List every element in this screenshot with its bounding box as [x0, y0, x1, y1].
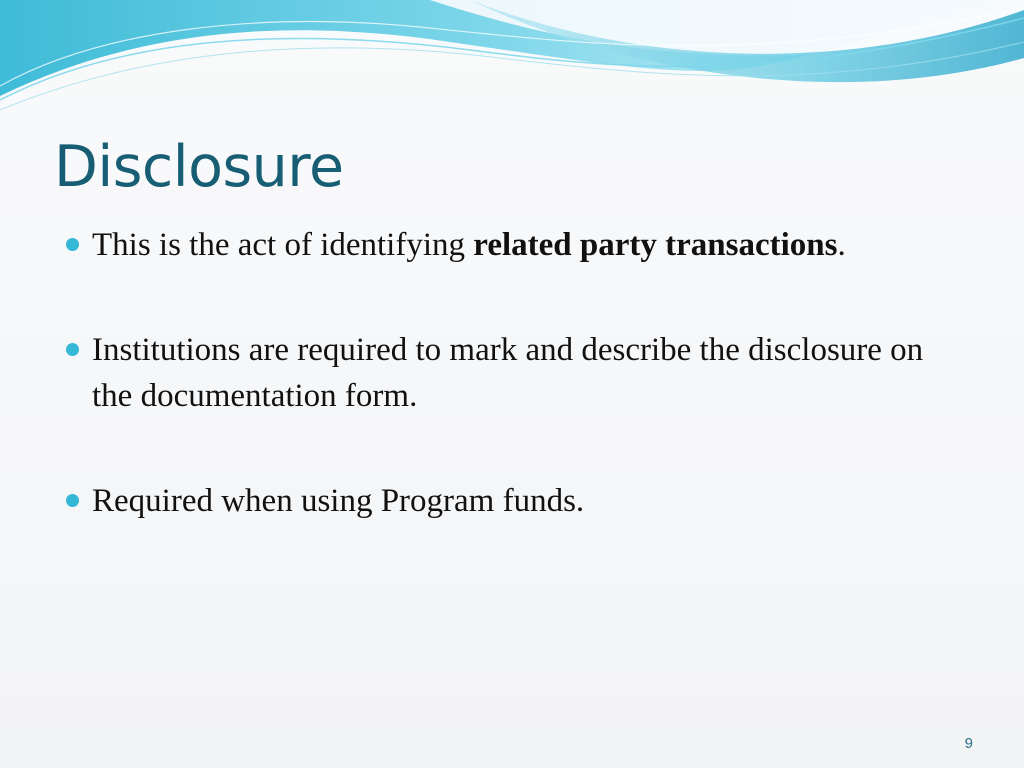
bullet-text-segment: .	[837, 227, 846, 263]
list-item	[62, 222, 942, 268]
circle-bullet-icon	[66, 343, 79, 356]
bullet-text-segment: This is the act of identifying	[92, 227, 474, 263]
list-item	[62, 478, 942, 524]
bullet-text-emphasis: related party transactions	[473, 227, 838, 263]
page-title: Disclosure	[54, 134, 344, 200]
bullet-text: Required when using Program funds.	[92, 483, 585, 519]
wave-header-icon	[0, 0, 1024, 120]
bullet-list	[62, 222, 942, 583]
circle-bullet-icon	[66, 238, 79, 251]
slide-number: 9	[964, 735, 973, 752]
circle-bullet-icon	[66, 494, 79, 507]
bullet-text	[92, 227, 846, 263]
bullet-text: Institutions are required to mark and describe the disclosure on the documentation form.	[92, 332, 924, 414]
list-item	[62, 327, 942, 419]
